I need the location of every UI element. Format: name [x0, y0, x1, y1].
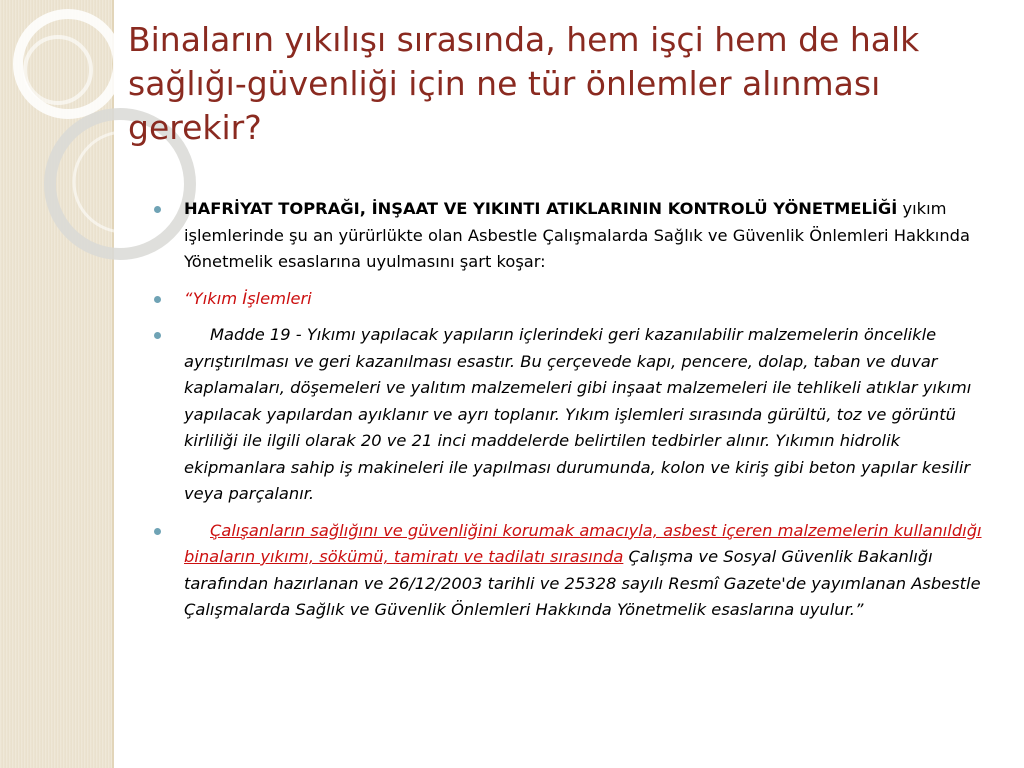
bullet-icon [154, 206, 161, 213]
regulation-text: yıkım işlemlerinde şu an yürürlükte olan Asbestle Çalışmalarda Sağlık ve Güvenlik Önlemleri Hakkında Yönetmelik esaslarına uyulmasını şart koşar: [184, 199, 970, 271]
bullet-item-regulation [152, 196, 984, 276]
bullet-item-heading [152, 286, 984, 313]
asbestos-emphasis: Çalışanların sağlığını ve güvenliğini korumak amacıyla, asbest içeren malzemelerin kullanıldığı binaların yıkımı, sökümü, tamiratı ve tadilatı sırasında [184, 520, 982, 566]
bullet-list [152, 196, 984, 634]
quote-heading: “Yıkım İşlemleri [184, 288, 312, 308]
slide-title: Binaların yıkılışı sırasında, hem işçi hem de halk sağlığı-güvenliği için ne tür önlemler alınması gerekir? [128, 20, 920, 147]
regulation-name: HAFRİYAT TOPRAĞI, İNŞAAT VE YIKINTI ATIKLARININ KONTROLÜ YÖNETMELİĞİ [184, 199, 898, 218]
bullet-item-asbestos [152, 518, 984, 624]
bullet-icon [154, 332, 161, 339]
bullet-icon [154, 296, 161, 303]
asbestos-text: Çalışma ve Sosyal Güvenlik Bakanlığı tarafından hazırlanan ve 26/12/2003 tarihli ve 25328 sayılı Resmî Gazete'de yayımlanan Asbestle Çalışmalarda Sağlık ve Güvenlik Önlemleri Hakkında Yönetmelik esaslarına uyulur.” [184, 547, 981, 619]
bullet-icon [154, 528, 161, 535]
article-19-text: Madde 19 - Yıkımı yapılacak yapıların içlerindeki geri kazanılabilir malzemelerin öncelikle ayrıştırılması ve geri kazanılması esastır. Bu çerçevede kapı, pencere, dolap, taban ve duvar kaplamaları, döşemeleri ve yalıtım malzemeleri gibi inşaat malzemeleri ile tehlikeli atıklar yıkımı yapılacak yapılardan ayıklanır ve ayrı toplanır. Yıkım işlemleri sırasında gürültü, toz ve görüntü kirliliği ile ilgili olarak 20 ve 21 inci maddelerde belirtilen tedbirler alınır. Yıkımın hidrolik ekipmanlara sahip iş makineleri ile yapılması durumunda, kolon ve kiriş gibi beton yapılar kesilir veya parçalanır. [184, 325, 972, 503]
bullet-item-article-19 [152, 322, 984, 508]
